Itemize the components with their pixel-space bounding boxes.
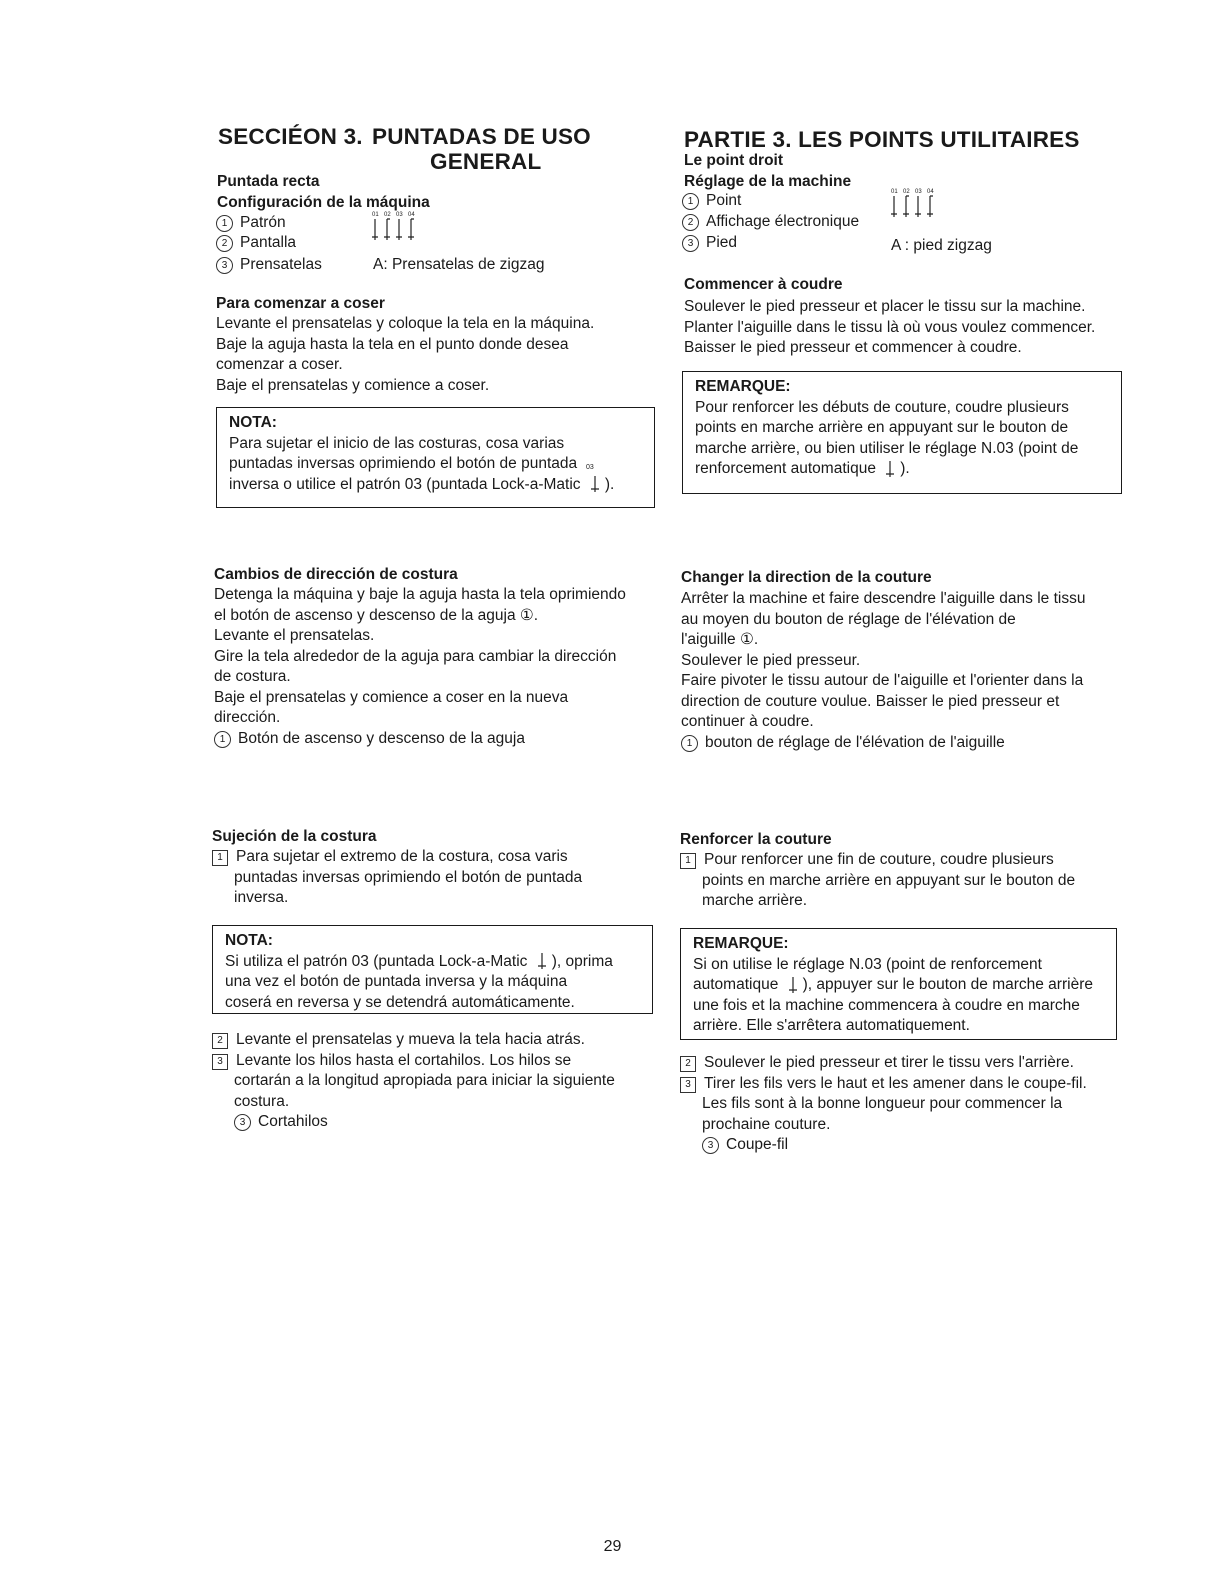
- es-direction-title: Cambios de dirección de costura: [214, 566, 458, 583]
- stitch-code: 01: [372, 212, 379, 218]
- fr-config-item-display: 2 Affichage électronique: [682, 212, 859, 233]
- es-straight-title: Puntada recta: [217, 173, 320, 190]
- es-config-item-pattern: 1 Patrón: [216, 213, 286, 234]
- es-start-title: Para comenzar a coser: [216, 295, 385, 312]
- es-secure-steps-2-3: 2 Levante el prensatelas y mueva la tela hacia atrás. 3 Levante los hilos hasta el cortahilos. Los hilos se cortarán a la longitud apropiada para iniciar la siguiente costura. 3 Cortahilos: [212, 1030, 615, 1133]
- svg-text:03: 03: [586, 463, 595, 470]
- stitch-code: 04: [927, 189, 934, 195]
- es-title-line2: GENERAL: [430, 149, 542, 174]
- es-title-part1: SECCIÉON 3.: [218, 124, 363, 149]
- es-config-item-display: 2 Pantalla: [216, 233, 296, 254]
- es-config-foot-value: A: Prensatelas de zigzag: [373, 256, 545, 273]
- circled-number: 3: [234, 1114, 251, 1131]
- step-number: 3: [680, 1077, 696, 1093]
- lock-a-matic-icon: [536, 952, 548, 970]
- circled-number: 3: [682, 235, 699, 252]
- es-section-title-main: [372, 124, 591, 174]
- fr-config-item-foot: 3 Pied: [682, 233, 737, 254]
- lock-a-matic-icon: [589, 475, 601, 493]
- fr-cutter-label: Coupe-fil: [726, 1136, 789, 1153]
- fr-config-title: Réglage de la machine: [684, 173, 852, 190]
- step-number: 2: [680, 1056, 696, 1072]
- fr-direction-paragraph: Arrêter la machine et faire descendre l'aiguille dans le tissu au moyen du bouton de réglage de l'élévation de l'aiguille ①. Soulever le pied presseur. Faire pivoter le tissu autour de l'aiguille et l'orienter dans la direction de couture voulue. Baisser le pied presseur et continuer à coudre. 1 bouton de réglage de l'élévation de l'aiguille: [681, 590, 1086, 751]
- fr-note2-title: REMARQUE:: [693, 935, 789, 952]
- stitch-display-icon: [371, 209, 421, 243]
- lock-a-matic-icon: [787, 976, 799, 994]
- fr-config-foot-value: A : pied zigzag: [891, 237, 992, 254]
- es-start-paragraph: Levante el prensatelas y coloque la tela en la máquina. Baje la aguja hasta la tela en el punto donde desea comenzar a coser. Baje el prensatelas y comience a coser.: [216, 315, 595, 394]
- circled-number: 3: [216, 257, 233, 274]
- circled-number: 2: [216, 235, 233, 252]
- lock-a-matic-icon: [884, 460, 896, 478]
- fr-secure-steps-2-3: 2 Soulever le pied presseur et tirer le tissu vers l'arrière. 3 Tirer les fils vers le haut et les amener dans le coupe-fil. Les fils sont à la bonne longueur pour commencer la prochaine couture. 3 Coupe-fil: [680, 1053, 1087, 1156]
- circled-number: 2: [682, 214, 699, 231]
- es-secure-step1: 1 Para sujetar el extremo de la costura, cosa varis puntadas inversas oprimiendo el botón de puntada inversa.: [212, 847, 582, 909]
- fr-start-paragraph: Soulever le pied presseur et placer le tissu sur la machine. Planter l'aiguille dans le tissu là où vous voulez commencer. Baisser le pied presseur et commencer à coudre.: [684, 298, 1096, 356]
- circled-number: 3: [702, 1137, 719, 1154]
- es-direction-paragraph: Detenga la máquina y baje la aguja hasta la tela oprimiendo el botón de ascenso y descenso de la aguja ①. Levante el prensatelas. Gire la tela alrededor de la aguja para cambiar la dirección de costura. Baje el prensatelas y comience a coser en la nueva dirección. 1 Botón de ascenso y descenso de la aguja: [214, 586, 626, 747]
- circled-number: 1: [214, 731, 231, 748]
- fr-note-box-1: REMARQUE: Pour renforcer les débuts de couture, coudre plusieurs points en marche arrière en appuyant sur le bouton de marche arrière, ou bien utiliser le réglage N.03 (point de renforcement automatique ).: [682, 371, 1122, 494]
- stitch-code: 03: [396, 212, 403, 218]
- circled-number: 1: [216, 215, 233, 232]
- es-note1-title: NOTA:: [229, 414, 277, 431]
- circled-number: 1: [681, 735, 698, 752]
- fr-section-title: PARTIE 3. LES POINTS UTILITAIRES: [684, 127, 1080, 152]
- fr-secure-title: Renforcer la couture: [680, 831, 832, 848]
- es-note-box-1: NOTA: Para sujetar el inicio de las costuras, cosa varias puntadas inversas oprimiendo el botón de puntada 03 inversa o utilice el patrón 03 (puntada Lock-a-Matic ).: [216, 407, 655, 508]
- step-number: 1: [680, 853, 696, 869]
- es-secure-title: Sujeción de la costura: [212, 828, 377, 845]
- step-number: 3: [212, 1054, 228, 1070]
- es-note-box-2: NOTA: Si utiliza el patrón 03 (puntada Lock-a-Matic ), oprima una vez el botón de puntada inversa y la máquina coserá en reversa y se detendrá automáticamente.: [212, 925, 653, 1014]
- es-title-line1: PUNTADAS DE USO: [372, 124, 591, 149]
- step-number: 2: [212, 1033, 228, 1049]
- circled-number: 1: [682, 193, 699, 210]
- fr-secure-step1: 1 Pour renforcer une fin de couture, coudre plusieurs points en marche arrière en appuyant sur le bouton de marche arrière.: [680, 850, 1075, 912]
- es-config-item-foot: 3 Prensatelas: [216, 255, 322, 276]
- fr-start-title: Commencer à coudre: [684, 276, 843, 293]
- stitch-code: 02: [903, 189, 910, 195]
- fr-note-box-2: REMARQUE: Si on utilise le réglage N.03 (point de renforcement automatique ), appuyer sur le bouton de marche arrière une fois et la machine commencera à coudre en marche arrière. Elle s'arrêtera automatiquement.: [680, 928, 1117, 1040]
- es-section-title: [218, 124, 363, 149]
- page-number: 29: [603, 1538, 622, 1555]
- stitch-code: 01: [891, 189, 898, 195]
- step-number: 1: [212, 850, 228, 866]
- es-cutter-label: Cortahilos: [258, 1113, 328, 1130]
- es-config-title: Configuración de la máquina: [217, 194, 430, 211]
- fr-config-item-point: 1 Point: [682, 191, 741, 212]
- stitch-code: 04: [408, 212, 415, 218]
- stitch-code: 02: [384, 212, 391, 218]
- lock-a-matic-icon: [585, 458, 599, 470]
- es-note2-title: NOTA:: [225, 932, 273, 949]
- stitch-display-icon: [890, 186, 940, 220]
- fr-straight-title: Le point droit: [684, 152, 784, 169]
- fr-direction-title: Changer la direction de la couture: [681, 569, 932, 586]
- stitch-code: 03: [915, 189, 922, 195]
- fr-note1-title: REMARQUE:: [695, 378, 791, 395]
